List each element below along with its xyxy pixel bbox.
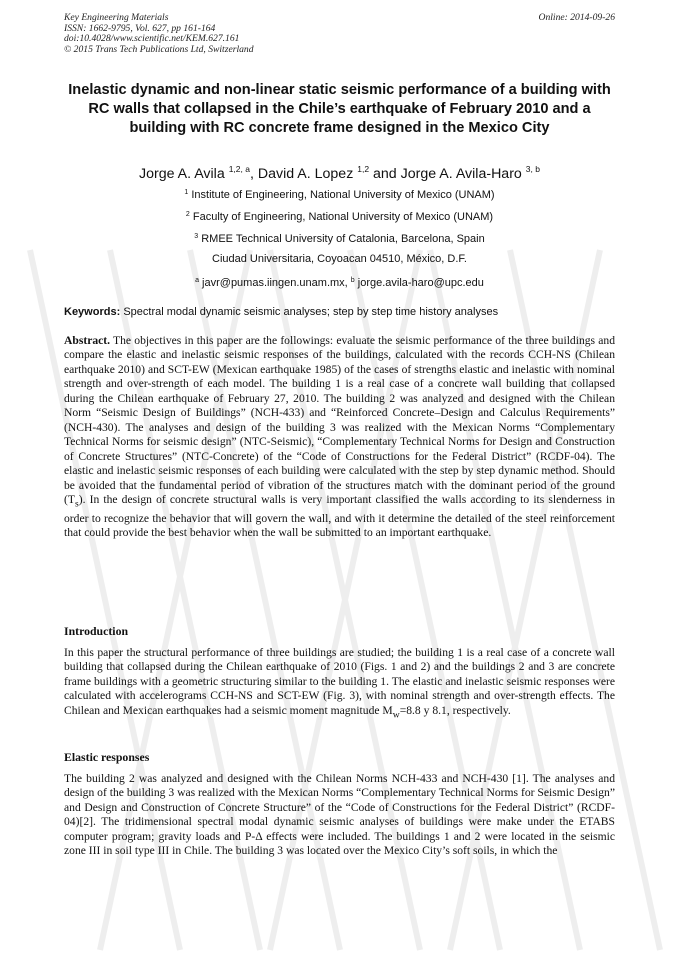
author-superscript: 1,2	[357, 164, 370, 174]
keywords	[64, 305, 615, 319]
abstract-text: The objectives in this paper are the followings: evaluate the seismic performance of the three buildings and compare the elastic and inelastic seismic responses of the buildings, calculated with the records CCH-NS (Chilean earthquake 2010) and SCT-EW (Mexican earthquake 1985) of the cases of strengths elastic and inelastic with nominal strength and over-strength of each model. The building 1 is a real case of a concrete wall building that collapsed during the Chilean earthquake of February 27, 2010. The building 2 was analyzed and designed with the Chilean Norm “Seismic Design of Buildings” (NCH-433) and “Reinforced Concrete–Design and Calculus Requirements” (NCH-430). The analyses and design of the building 3 was realized with the Mexican Norms “Complementary Technical Norms for seismic design” (NTC-Seismic), “Complementary Technical Norms for Design and Construction of Concrete Structures” (NTC-Concrete) of the “Code of Constructions for the Federal District” (RCDF-04). The elastic and inelastic seismic responses of each building were calculated with the step by step dynamic method. Should be avoided that the fundamental period of vibration of the structures match with the dominant period of the ground (T	[64, 334, 615, 506]
affiliation-2	[64, 208, 615, 224]
abstract	[64, 334, 615, 541]
journal-header	[64, 13, 615, 55]
email-sup: a	[195, 277, 199, 284]
email-line: $^a$ javr@pumas.iingen.unam.mx, $^b$ jorge.avila-haro@upc.edu	[195, 277, 484, 289]
email-link-a[interactable]: javr@pumas.iingen.unam.mx	[202, 277, 345, 289]
affiliation-1	[64, 186, 615, 202]
subscript: s	[74, 498, 79, 510]
intro-paragraph: In this paper the structural performance of three buildings are studied; the building 1 is a real case of a concrete wall building that collapsed during the Chilean earthquake of 2010 (Figs. 1 and 2) and the buildings 2 and 3 are concrete frame buildings with a geometric structuring similar to the building 1. The elastic and inelastic seismic responses were calculated with accelerograms CCH-NS and SCT-EW (Fig. 3), with nominal strength and over-strength effects. The Chilean and Mexican earthquakes had a seismic moment magnitude M	[64, 646, 615, 717]
affiliation-text: Institute of Engineering, National University of Mexico (UNAM)	[191, 189, 495, 201]
introduction-heading: Introduction	[64, 624, 129, 638]
elastic-text: The building 2 was analyzed and designed with the Chilean Norms NCH-433 and NCH-430 [1]. The analyses and design of the building 3 was realized with the Mexican Norms “Complementary Technical Norms for Seismic Design” and Design and Construction of Concrete Structure” of the “Code of Constructions for the Federal District” (RCDF-04)[2]. The tridimensional spectral modal dynamic seismic analyses of buildings were make under the ETABS computer program; gravity loads and P-Δ effects were included. The buildings 1 and 2 were located in the seismic zone III in soil type III in Chile. The building 3 was located over the Mexico City’s soft soils, in which the	[64, 772, 615, 858]
abstract-text: ). In the design of concrete structural walls is very important classified the walls according to its slenderness in order to recognize the behavior that will govern the wall, and with it determine the detailed of the steel reinforcement that could provide the best behavior when the wall be submitted to an important earthquake.	[64, 492, 615, 540]
author-superscript: 3, b	[525, 164, 540, 174]
author-superscript: 1,2, a	[228, 164, 250, 174]
email-sup: b	[350, 277, 355, 284]
copyright-line: © 2015 Trans Tech Publications Ltd, Switzerland	[64, 43, 254, 55]
paper-title: Inelastic dynamic and non-linear static seismic performance of a building with RC walls that collapsed in the Chile’s earthquake of February 2010 and a building with RC concrete frame designed in the Mexico City	[68, 82, 611, 136]
address-line: Ciudad Universitaria, Coyoacan 04510, México, D.F.	[212, 253, 467, 265]
journal-name: Key Engineering Materials	[64, 12, 169, 23]
affiliation-sup: 2	[185, 211, 190, 218]
elastic-heading: Elastic responses	[64, 750, 150, 764]
affiliation-sup: 1	[184, 189, 189, 196]
affiliation-text: RMEE Technical University of Catalonia, Barcelona, Spain	[201, 233, 485, 245]
author-line	[64, 160, 615, 183]
abstract-label: Abstract.	[64, 334, 111, 347]
affiliation-3	[64, 230, 615, 246]
affiliation-text: Faculty of Engineering, National University of Mexico (UNAM)	[192, 211, 494, 223]
doi-line: doi:10.4028/www.scientific.net/KEM.627.161	[64, 33, 240, 45]
keywords-label: Keywords:	[64, 306, 121, 318]
author-name: and Jorge A. Avila-Haro	[369, 166, 522, 182]
affiliation-sup: 3	[194, 233, 199, 240]
online-date: Online: 2014-09-26	[538, 12, 615, 23]
subscript: w	[392, 709, 400, 721]
keywords-text: Spectral modal dynamic seismic analyses; step by step time history analyses	[123, 306, 499, 318]
author-name: , David A. Lopez	[249, 166, 354, 182]
issn-line: ISSN: 1662-9795, Vol. 627, pp 161-164	[64, 22, 216, 34]
intro-paragraph: =8.8 y 8.1, respectively.	[399, 703, 511, 717]
email-link-b[interactable]: jorge.avila-haro@upc.edu	[357, 277, 484, 289]
author-name: Jorge A. Avila	[139, 166, 225, 182]
introduction-text	[64, 646, 615, 723]
